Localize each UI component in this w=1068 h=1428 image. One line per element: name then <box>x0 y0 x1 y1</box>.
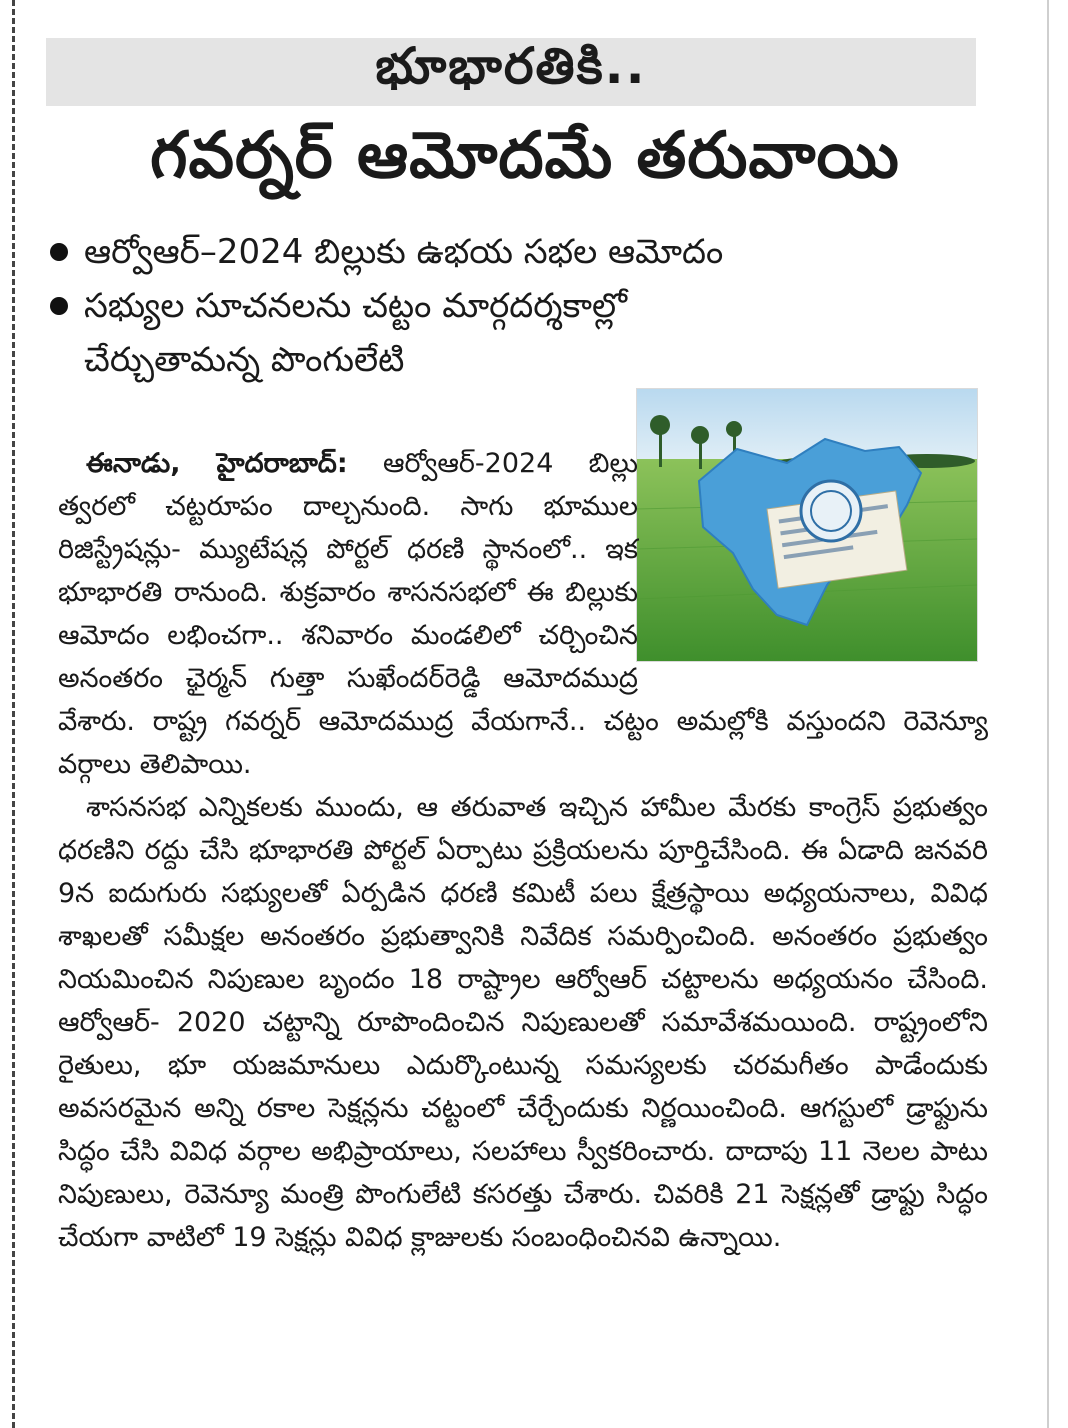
column-rule-left <box>12 0 15 1428</box>
paragraph-text: ఆర్వోఆర్‌-2024 బిల్లు త్వరలో చట్టరూపం దాల్చనుంది. సాగు భూముల రిజిస్ట్రేషన్లు- మ్యుటేషన్ల పోర్టల్‌ ధరణి స్థానంలో.. ఇక భూభారతి రానుంది. శుక్రవారం శాసనసభలో ఈ బిల్లుకు ఆమోదం లభించగా.. శనివారం మండలిలో చర్చించిన అనంతరం ఛైర్మన్‌ గుత్తా సుఖేందర్‌రెడ్డి ఆమోదముద్ర వేశారు. రాష్ట్ర గవర్నర్‌ ఆమోదముద్ర వేయగానే.. చట్టం అమల్లోకి వస్తుందని రెవెన్యూ వర్గాలు తెలిపాయి. <box>58 448 988 780</box>
photo-wrap-space <box>638 442 988 672</box>
summary-bullet <box>50 279 640 387</box>
summary-bullets <box>50 225 1010 387</box>
column-rule-right <box>1047 0 1049 1428</box>
bullet-dot-icon <box>50 297 68 315</box>
kicker-heading: భూభారతికి.. <box>46 38 976 106</box>
summary-bullet-text: సభ్యుల సూచనలను చట్టం మార్గదర్శకాల్లో చేర్చుతామన్న పొంగులేటి <box>84 286 627 380</box>
paragraph: శాసనసభ ఎన్నికలకు ముందు, ఆ తరువాత ఇచ్చిన హామీల మేరకు కాంగ్రెస్‌ ప్రభుత్వం ధరణిని రద్దు చేసి భూభారతి పోర్టల్‌ ఏర్పాటు ప్రక్రియలను పూర్తిచేసింది. ఈ ఏడాది జనవరి 9న ఐదుగురు సభ్యులతో ఏర్పడిన ధరణి కమిటీ పలు క్షేత్రస్థాయి అధ్యయనాలు, వివిధ శాఖలతో సమీక్షల అనంతరం ప్రభుత్వానికి నివేదిక సమర్పించింది. అనంతరం ప్రభుత్వం నియమించిన నిపుణుల బృందం 18 రాష్ట్రాల ఆర్వోఆర్‌ చట్టాలను అధ్యయనం చేసింది. ఆర్వోఆర్‌- 2020 చట్టాన్ని రూపొందించిన నిపుణులతో సమావేశమయింది. రాష్ట్రంలోని రైతులు, భూ యజమానులు ఎదుర్కొంటున్న సమస్యలకు చరమగీతం పాడేందుకు అవసరమైన అన్ని రకాల సెక్షన్లను చట్టంలో చేర్చేందుకు నిర్ణయించింది. ఆగస్టులో డ్రాఫ్టును సిద్ధం చేసి వివిధ వర్గాల అభిప్రాయాలు, సలహాలు స్వీకరించారు. దాదాపు 11 నెలల పాటు నిపుణులు, రెవెన్యూ మంత్రి పొంగులేటి కసరత్తు చేశారు. చివరికి 21 సెక్షన్లతో డ్రాఫ్టు సిద్ధం చేయగా వాటిలో 19 సెక్షన్లు వివిధ క్లాజులకు సంబంధించినవి ఉన్నాయి. <box>58 792 988 1253</box>
summary-bullet-text: ఆర్వోఆర్‌–2024 బిల్లుకు ఉభయ సభల ఆమోదం <box>84 232 724 272</box>
headline: గవర్నర్ ఆమోదమే తరువాయి <box>150 118 900 193</box>
article-body <box>58 442 988 1259</box>
bullet-dot-icon <box>50 243 68 261</box>
summary-bullet <box>50 225 1010 279</box>
dateline: ఈనాడు, హైదరాబాద్‌: <box>86 448 348 479</box>
